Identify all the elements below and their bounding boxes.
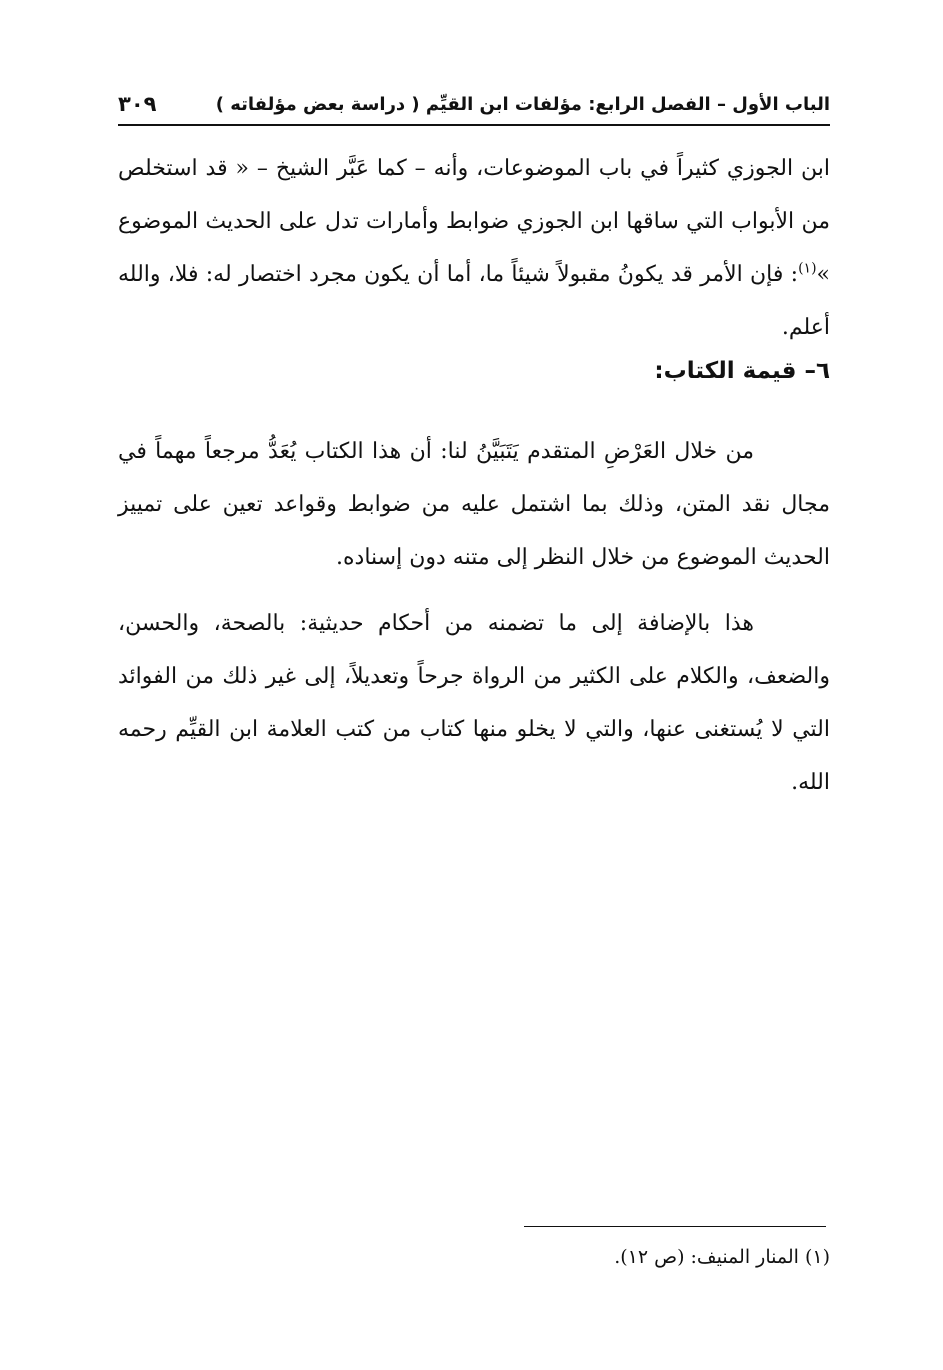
running-header [118, 92, 830, 126]
page-number: ٣٠٩ [118, 92, 157, 116]
paragraph-3-text: هذا بالإضافة إلى ما تضمنه من أحكام حديثية: بالصحة، والحسن، والضعف، والكلام على الكثير من الرواة جرحاً وتعديلاً، إلى غير ذلك من الفوائد التي لا يُستغنى عنها، والتي لا يخلو منها كتاب من كتب العلامة ابن القيِّم رحمه الله. [118, 611, 830, 795]
paragraph-additional-benefits [118, 597, 830, 809]
paragraph-2-text: من خلال العَرْضِ المتقدم يَتَبَيَّنُ لنا: أن هذا الكتاب يُعَدُّ مرجعاً مهماً في مجال نقد المتن، وذلك بما اشتمل عليه من ضوابط وقواعد تعين على تمييز الحديث الموضوع من خلال النظر إلى متنه دون إسناده. [118, 439, 830, 570]
paragraph-continuation [118, 142, 830, 354]
footnote-reference: (١) [798, 260, 817, 277]
paragraph-1-text-end: : فإن الأمر قد يكونُ مقبولاً شيئاً ما، أما أن يكون مجرد اختصار له: فلا، والله أعلم. [118, 262, 830, 340]
paragraph-1-text-start: ابن الجوزي كثيراً في باب الموضوعات، وأنه – كما عَبَّر الشيخ – « قد استخلص من الأبواب التي ساقها ابن الجوزي ضوابط وأمارات تدل على الحديث الموضوع » [118, 156, 830, 287]
header-title: الباب الأول – الفصل الرابع: مؤلفات ابن القيِّم ( دراسة بعض مؤلفاته ) [215, 94, 830, 115]
section-heading-book-value: ٦– قيمة الكتاب: [654, 358, 830, 384]
footnote-1: (١) المنار المنيف: (ص ١٢). [614, 1246, 830, 1268]
paragraph-book-value [118, 425, 830, 584]
footnote-divider [524, 1226, 826, 1227]
